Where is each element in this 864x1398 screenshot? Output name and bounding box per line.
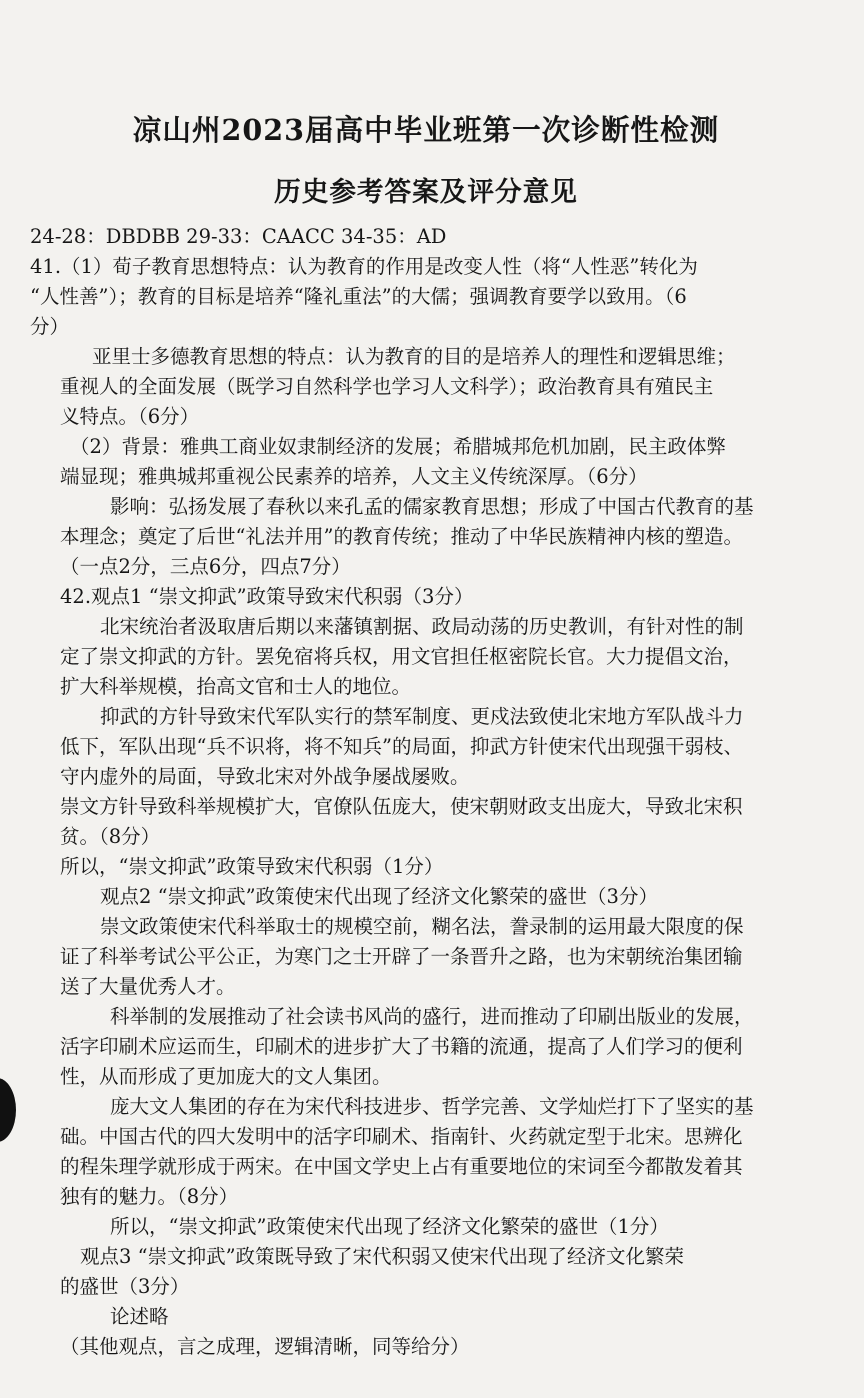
text-line: 北宋统治者汲取唐后期以来藩镇割据、政局动荡的历史教训，有针对性的制 (100, 615, 744, 638)
text-line: 活字印刷术应运而生，印刷术的进步扩大了书籍的流通，提高了人们学习的便利 (60, 1035, 743, 1058)
text-line: 贫。（8分） (60, 825, 161, 848)
text-line: 重视人的全面发展（既学习自然科学也学习人文科学）；政治教育具有殖民主 (60, 375, 714, 398)
text-line: 低下，军队出现“兵不识将，将不知兵”的局面，抑武方针使宋代出现强干弱枝、 (60, 735, 743, 758)
document-subtitle: 历史参考答案及评分意见 (274, 177, 578, 208)
text-line: 送了大量优秀人才。 (60, 975, 236, 998)
text-line: （其他观点，言之成理，逻辑清晰，同等给分） (60, 1335, 470, 1358)
text-line: 崇文政策使宋代科举取士的规模空前，糊名法，誊录制的运用最大限度的保 (100, 915, 744, 938)
text-line: 观点3 “崇文抑武”政策既导致了宋代积弱又使宋代出现了经济文化繁荣 (80, 1245, 685, 1268)
text-line: 所以，“崇文抑武”政策导致宋代积弱（1分） (60, 855, 444, 878)
text-line: 的程朱理学就形成于两宋。在中国文学史上占有重要地位的宋词至今都散发着其 (60, 1155, 743, 1178)
text-line: 庞大文人集团的存在为宋代科技进步、哲学完善、文学灿烂打下了坚实的基 (110, 1095, 754, 1118)
text-line: 论述略 (110, 1305, 169, 1328)
text-line: 义特点。（6分） (60, 405, 200, 428)
text-line: 科举制的发展推动了社会读书风尚的盛行，进而推动了印刷出版业的发展， (110, 1005, 754, 1028)
text-line: 观点2 “崇文抑武”政策使宋代出现了经济文化繁荣的盛世（3分） (100, 885, 658, 908)
text-line: 崇文方针导致科举规模扩大，官僚队伍庞大，使宋朝财政支出庞大，导致北宋积 (60, 795, 743, 818)
text-line: 亚里士多德教育思想的特点：认为教育的目的是培养人的理性和逻辑思维； (92, 345, 736, 368)
text-line: 影响：弘扬发展了春秋以来孔孟的儒家教育思想；形成了中国古代教育的基 (110, 495, 754, 518)
text-line: 抑武的方针导致宋代军队实行的禁军制度、更戍法致使北宋地方军队战斗力 (100, 705, 744, 728)
text-line: （一点2分，三点6分，四点7分） (60, 555, 351, 578)
scan-ink-blot (0, 1078, 16, 1142)
text-line: 端显现；雅典城邦重视公民素养的培养，人文主义传统深厚。（6分） (60, 465, 648, 488)
text-line: 本理念；奠定了后世“礼法并用”的教育传统；推动了中华民族精神内核的塑造。 (60, 525, 743, 548)
text-line: 定了崇文抑武的方针。罢免宿将兵权，用文官担任枢密院长官。大力提倡文治， (60, 645, 743, 668)
text-line: 性，从而形成了更加庞大的文人集团。 (60, 1065, 392, 1088)
text-line: 的盛世（3分） (60, 1275, 190, 1298)
text-line: 所以，“崇文抑武”政策使宋代出现了经济文化繁荣的盛世（1分） (110, 1215, 669, 1238)
text-line: “人性善”）；教育的目标是培养“隆礼重法”的大儒；强调教育要学以致用。（6 (30, 285, 687, 308)
text-line: 分） (30, 315, 70, 338)
text-line: 42.观点1 “崇文抑武”政策导致宋代积弱（3分） (60, 585, 474, 608)
text-line: 扩大科举规模，抬高文官和士人的地位。 (60, 675, 412, 698)
text-line: 础。中国古代的四大发明中的活字印刷术、指南针、火药就定型于北宋。思辨化 (60, 1125, 743, 1148)
text-line: 证了科举考试公平公正，为寒门之士开辟了一条晋升之路，也为宋朝统治集团输 (60, 945, 743, 968)
text-line: （2）背景：雅典工商业奴隶制经济的发展；希腊城邦危机加剧，民主政体弊 (70, 435, 726, 458)
text-line: 独有的魅力。（8分） (60, 1185, 239, 1208)
text-line: 守内虚外的局面，导致北宋对外战争屡战屡败。 (60, 765, 470, 788)
document-title: 凉山州2023届高中毕业班第一次诊断性检测 (132, 113, 720, 147)
text-line: 41.（1）荀子教育思想特点：认为教育的作用是改变人性（将“人性恶”转化为 (30, 255, 698, 278)
mc-answer-key: 24-28：DBDBB 29-33：CAACC 34-35：AD (30, 225, 447, 248)
